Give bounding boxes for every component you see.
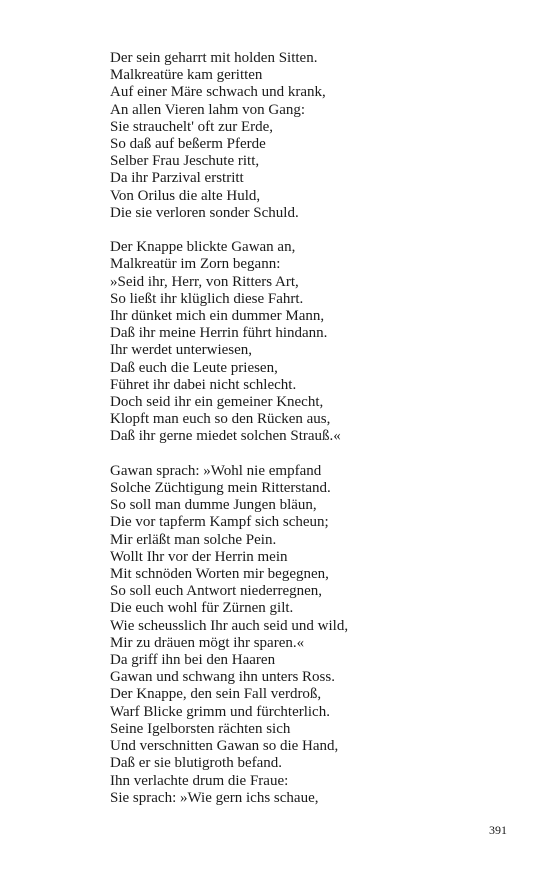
- verse-line: Die vor tapferm Kampf sich scheun;: [110, 514, 329, 531]
- verse-line: Die euch wohl für Zürnen gilt.: [110, 600, 294, 617]
- verse-line: Selber Frau Jeschute ritt,: [110, 153, 260, 170]
- verse-line: Führet ihr dabei nicht schlecht.: [110, 376, 297, 393]
- verse-line: Wollt Ihr vor der Herrin mein: [110, 548, 288, 565]
- verse-line: Auf einer Märe schwach und krank,: [110, 84, 326, 101]
- verse-line: Daß euch die Leute priesen,: [110, 359, 278, 376]
- verse-line: Doch seid ihr ein gemeiner Knecht,: [110, 394, 324, 411]
- verse-line: »Seid ihr, Herr, von Ritters Art,: [110, 273, 299, 290]
- verse-line: Malkreatüre kam geritten: [110, 67, 263, 84]
- verse-line: Der sein geharrt mit holden Sitten.: [110, 50, 318, 66]
- verse-line: Mit schnöden Worten mir begegnen,: [110, 566, 329, 583]
- verse-line: Daß er sie blutigroth befand.: [110, 755, 283, 772]
- verse-line: So daß auf beßerm Pferde: [110, 136, 266, 153]
- verse-line: Malkreatür im Zorn begann:: [110, 256, 281, 273]
- poem-text: [110, 50, 510, 807]
- stanza-3: [110, 463, 510, 807]
- verse-line: Solche Züchtigung mein Ritterstand.: [110, 480, 331, 497]
- verse-line: Wie scheusslich Ihr auch seid und wild,: [110, 617, 349, 634]
- verse-line: Ihr dünket mich ein dummer Mann,: [110, 308, 325, 325]
- verse-line: Gawan sprach: »Wohl nie empfand: [110, 462, 322, 479]
- verse-line: Gawan und schwang ihn unters Ross.: [110, 669, 335, 686]
- verse-line: Daß ihr meine Herrin führt hindann.: [110, 325, 328, 342]
- verse-line: Und verschnitten Gawan so die Hand,: [110, 738, 339, 755]
- stanza-1: [110, 50, 510, 222]
- verse-line: Ihn verlachte drum die Fraue:: [110, 772, 289, 789]
- verse-line: Der Knappe blickte Gawan an,: [110, 239, 296, 256]
- verse-line: Mir erläßt man solche Pein.: [110, 531, 277, 548]
- verse-line: So ließt ihr klüglich diese Fahrt.: [110, 290, 304, 307]
- verse-line: An allen Vieren lahm von Gang:: [110, 101, 306, 118]
- verse-line: Warf Blicke grimm und fürchterlich.: [110, 703, 330, 720]
- verse-line: Sie sprach: »Wie gern ichs schaue,: [110, 789, 319, 806]
- verse-line: Sie strauchelt' oft zur Erde,: [110, 118, 274, 135]
- verse-line: So soll man dumme Jungen bläun,: [110, 497, 317, 514]
- verse-line: So soll euch Antwort niederregnen,: [110, 583, 323, 600]
- page-number: 391: [489, 823, 507, 837]
- verse-line: Der Knappe, den sein Fall verdroß,: [110, 686, 322, 703]
- verse-line: Daß ihr gerne miedet solchen Strauß.«: [110, 428, 341, 445]
- verse-line: Von Orilus die alte Huld,: [110, 187, 261, 204]
- verse-line: Die sie verloren sonder Schuld.: [110, 204, 299, 221]
- verse-line: Klopft man euch so den Rücken aus,: [110, 411, 331, 428]
- verse-line: Da ihr Parzival erstritt: [110, 170, 244, 187]
- stanza-2: [110, 239, 510, 445]
- verse-line: Ihr werdet unterwiesen,: [110, 342, 253, 359]
- verse-line: Mir zu dräuen mögt ihr sparen.«: [110, 634, 305, 651]
- verse-line: Seine Igelborsten rächten sich: [110, 720, 291, 737]
- verse-line: Da griff ihn bei den Haaren: [110, 652, 276, 669]
